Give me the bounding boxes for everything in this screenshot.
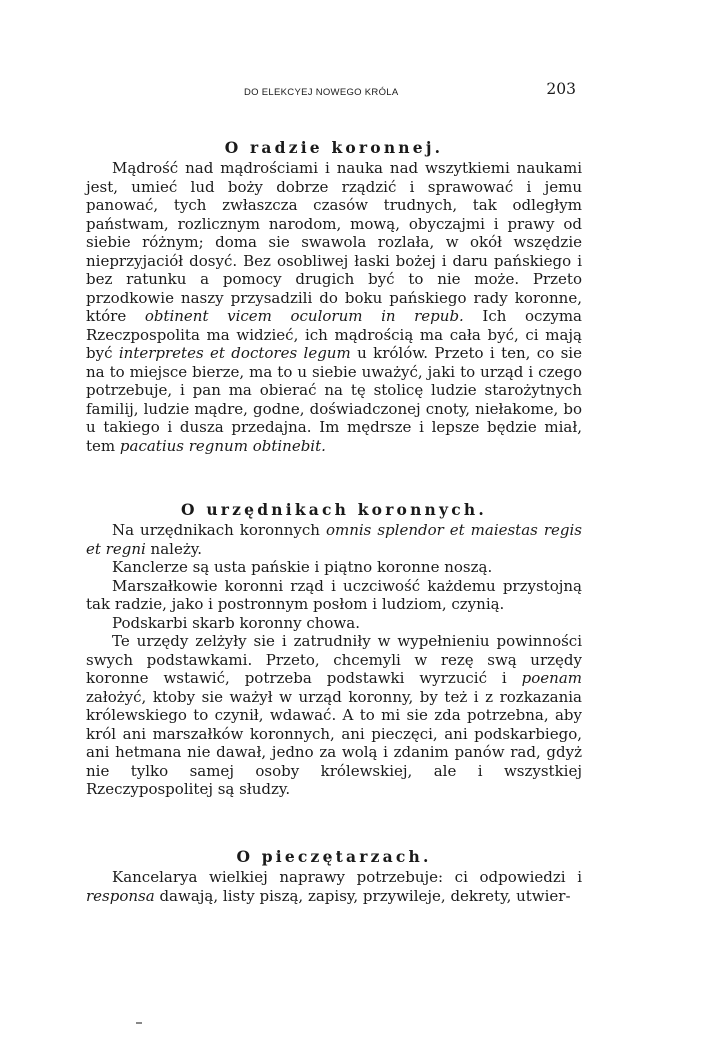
page-number: 203: [546, 80, 576, 98]
scan-mark: [136, 1022, 142, 1024]
text-run: Kancelarya wielkiej naprawy potrzebuje: ci odpowiedzi i: [112, 868, 582, 886]
latin-phrase: interpretes et doctores legum: [118, 344, 351, 362]
paragraph: [86, 577, 582, 614]
text-run: Marszałkowie koronni rząd i uczciwość każdemu przystojną tak radzie, jako i postronnym posłom i ludziom, czynią.: [86, 576, 582, 613]
text-run: należy.: [145, 539, 202, 558]
section-pieczetarze: [86, 846, 582, 905]
text-run: założyć, ktoby sie ważył w urząd koronny, by też i z rozkazania królewskiego to czynił, wdawać. A to mi sie zda potrzebna, aby król ani marszałków koronnych, ani pieczęci, ani podskarbiego, ani hetmana nie dawał, jedno za wolą i zdanim panów rad, gdyż nie tylko samej osoby królewskiej, ale i wszystkiej Rzeczypospolitej są słudzy.: [86, 687, 582, 798]
paragraph: [86, 868, 582, 905]
paragraph: [86, 614, 582, 633]
text-run: Te urzędy zelżyły sie i zatrudniły w wypełnieniu powinności swych podstawkami. Przeto, chcemyli w rezę swą urzędy koronne wstawić, potrzeba podstawki wyrzucić i: [86, 632, 582, 687]
section-urzednicy: [86, 499, 582, 799]
latin-phrase: pacatius regnum obtinebit.: [119, 436, 326, 455]
latin-phrase: obtinent vicem oculorum in repub.: [144, 307, 464, 325]
paragraph: [86, 159, 582, 455]
running-title: DO ELEKCYEJ NOWEGO KRÓLA: [244, 87, 399, 98]
text-run: Kanclerze są usta pańskie i piątno koronne noszą.: [112, 558, 493, 576]
text-run: Mądrość nad mądrościami i nauka nad wszytkiemi naukami jest, umieć lud boży dobrze rządzić i sprawować i jemu panować, tych zwłaszcza czasów trudnych, tak odległym państwam, rozlicznym narodom, mową, obyczajmi i prawy od siebie różnym; doma sie swawola rozlała, w okół wszędzie nieprzyjaciół dosyć. Bez osobliwej łaski bożej i daru pańskiego i bez ratunku a pomocy drugich być to nie może. Przeto przodkowie naszy przysadzili do boku pańskiego rady koronne, które: [86, 159, 582, 325]
text-run: Ich oczyma Rzeczpospolita ma widzieć, ich mądrością ma cała być, ci mają być: [86, 307, 582, 362]
paragraph: [86, 521, 582, 558]
latin-phrase: poenam: [521, 669, 582, 687]
text-run: dawają, listy piszą, zapisy, przywileje, dekrety, utwier-: [154, 886, 571, 905]
latin-phrase: omnis splendor et maiestas regis et regni: [86, 521, 582, 558]
text-run: u królów. Przeto i ten, co sie na to miejsce bierze, ma to u siebie uważyć, jaki to urząd i czego potrzebuje, i pan ma obierać na tę stolicę ludzie starożytnych familij, ludzie mądre, godne, doświadczonej cnoty, niełakome, bo u takiego i dusza przedajna. Im mędrsze i lepsze będzie miał, tem: [86, 344, 582, 455]
book-page: [86, 0, 582, 1045]
section-heading: O pieczętarzach.: [236, 847, 432, 866]
running-head: [86, 80, 582, 104]
paragraph: [86, 632, 582, 799]
paragraph: [86, 558, 582, 577]
section-rada: [86, 137, 582, 455]
section-heading: O urzędnikach koronnych.: [181, 500, 487, 519]
text-run: Podskarbi skarb koronny chowa.: [112, 613, 360, 632]
text-run: Na urzędnikach koronnych: [112, 521, 326, 539]
section-heading: O radzie koronnej.: [224, 138, 444, 157]
latin-phrase: responsa: [86, 886, 155, 905]
